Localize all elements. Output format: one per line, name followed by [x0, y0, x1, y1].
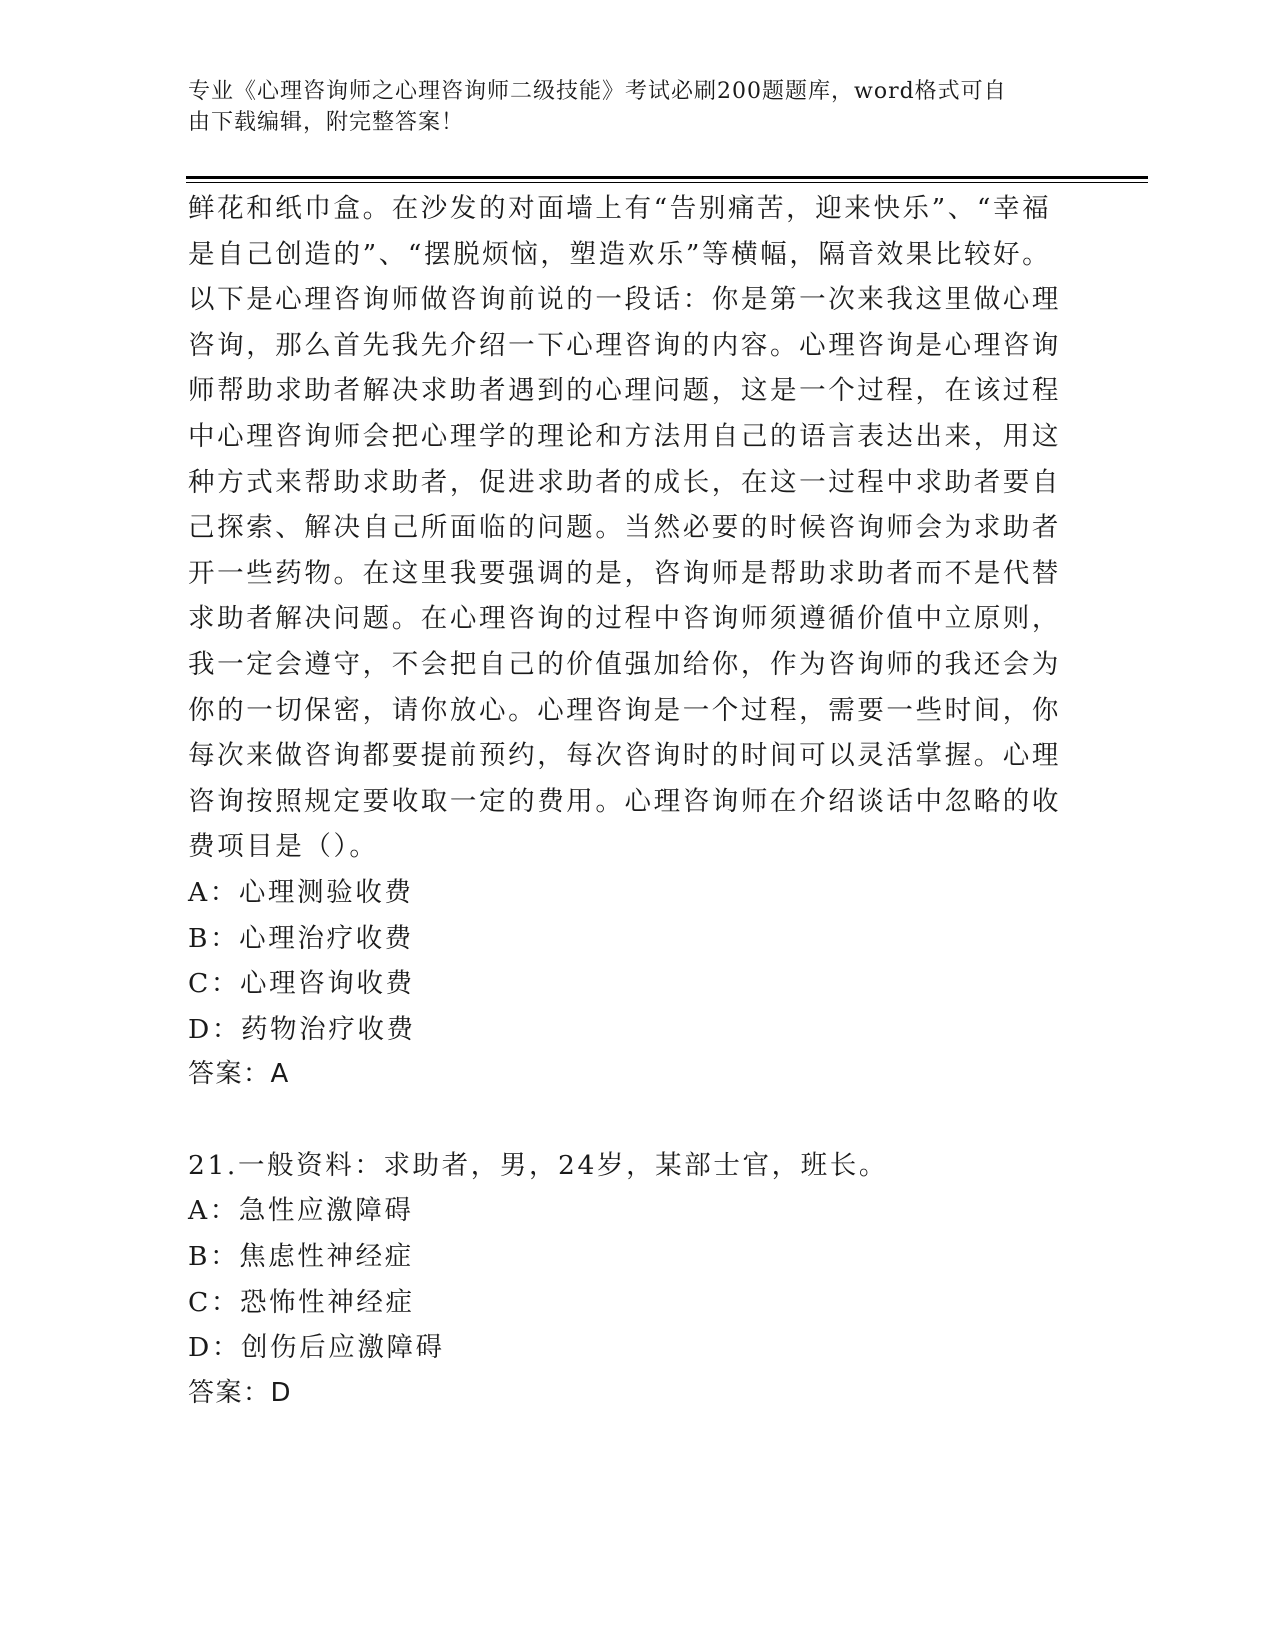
answer-line: 答案：A — [188, 1059, 290, 1090]
option-c: C：心理咨询收费 — [188, 968, 415, 1000]
option-c: C：恐怖性神经症 — [188, 1286, 415, 1318]
document-body — [188, 186, 1068, 1416]
question-spacer — [188, 1098, 1068, 1143]
option-a: A：急性应激障碍 — [188, 1195, 414, 1227]
option-d: D：药物治疗收费 — [188, 1013, 416, 1045]
header-divider-thick — [186, 176, 1148, 179]
option-d: D：创伤后应激障碍 — [188, 1332, 445, 1364]
document-header — [188, 76, 1068, 138]
header-line-1: 专业《心理咨询师之心理咨询师二级技能》考试必刷200题题库，word格式可自 — [188, 79, 1007, 104]
option-b: B：心理治疗收费 — [188, 922, 414, 954]
question-21 — [188, 1143, 1068, 1417]
question-stem: 21.一般资料：求助者，男，24岁，某部士官，班长。 — [188, 1149, 888, 1181]
header-divider-thin — [186, 182, 1148, 183]
question-stem: 鲜花和纸巾盒。在沙发的对面墙上有“告别痛苦，迎来快乐”、“幸福是自己创造的”、“摆脱烦恼，塑造欢乐”等横幅，隔音效果比较好。以下是心理咨询师做咨询前说的一段话：你是第一次来我这里做心理咨询，那么首先我先介绍一下心理咨询的内容。心理咨询是心理咨询师帮助求助者解决求助者遇到的心理问题，这是一个过程，在该过程中心理咨询师会把心理学的理论和方法用自己的语言表达出来，用这种方式来帮助求助者，促进求助者的成长，在这一过程中求助者要自己探索、解决自己所面临的问题。当然必要的时候咨询师会为求助者开一些药物。在这里我要强调的是，咨询师是帮助求助者而不是代替求助者解决问题。在心理咨询的过程中咨询师须遵循价值中立原则，我一定会遵守，不会把自己的价值强加给你，作为咨询师的我还会为你的一切保密，请你放心。心理咨询是一个过程，需要一些时间，你每次来做咨询都要提前预约，每次咨询时的时间可以灵活掌握。心理咨询按照规定要收取一定的费用。心理咨询师在介绍谈话中忽略的收费项目是（）。 — [188, 193, 1061, 863]
answer-line: 答案：D — [188, 1377, 293, 1408]
option-a: A：心理测验收费 — [188, 876, 414, 908]
header-line-2: 由下载编辑，附完整答案！ — [188, 110, 465, 135]
option-b: B：焦虑性神经症 — [188, 1241, 414, 1273]
question-20 — [188, 186, 1068, 1098]
